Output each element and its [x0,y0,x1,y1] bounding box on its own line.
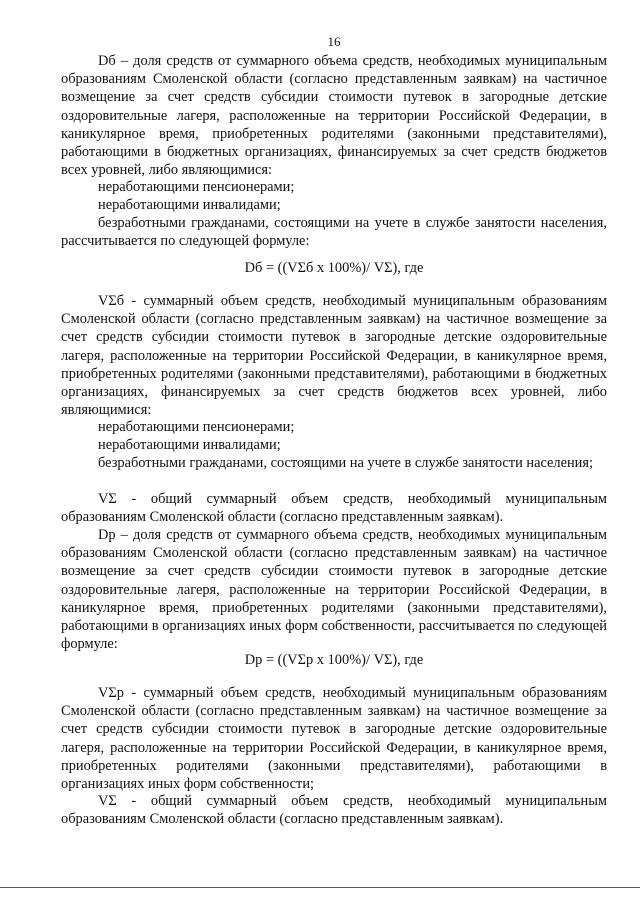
paragraph-vs-definition: VΣ - общий суммарный объем средств, необходимый муниципальным образованиям Смоленской области (согласно представленным заявкам). [61,491,607,526]
formula-db: Dб = ((VΣб x 100%)/ VΣ), где [244,260,424,276]
list-item-disabled-2: неработающими инвалидами; [98,437,281,453]
paragraph-unemployed-2: безработными гражданами, состоящими на учете в службе занятости населения; [98,455,594,471]
list-item-pensioners-2: неработающими пенсионерами; [98,419,295,435]
list-item-disabled: неработающими инвалидами; [98,197,281,213]
paragraph-vsb-definition: VΣб - суммарный объем средств, необходимый муниципальным образованиям Смоленской области (согласно представленным заявкам) на частичное возмещение за счет средств субсидии стоимости путевок в загородные детские оздоровительные лагеря, расположенные на территории Российской Федерации, в каникулярное время, приобретенных родителями (законными представителями), работающими в бюджетных организациях, финансируемых за счет средств бюджетов всех уровней, либо являющимися: [61,293,607,419]
list-item-pensioners: неработающими пенсионерами; [98,179,295,195]
paragraph-vs-definition-2: VΣ - общий суммарный объем средств, необходимый муниципальным образованиям Смоленской области (согласно представленным заявкам). [61,793,607,828]
paragraph-unemployed: безработными гражданами, состоящими на учете в службе занятости населения, рассчитывается по следующей формуле: [61,215,607,250]
paragraph-vsr-definition: VΣр - суммарный объем средств, необходимый муниципальным образованиям Смоленской области (согласно представленным заявкам) на частичное возмещение за счет средств субсидии стоимости путевок в загородные детские оздоровительные лагеря, расположенные на территории Российской Федерации, в каникулярное время, приобретенных родителями (законными представителями), работающими в организациях иных форм собственности; [61,685,607,793]
scan-edge-line [0,887,640,888]
paragraph-dr-definition: Dр – доля средств от суммарного объема средств, необходимых муниципальным образованиям Смоленской области (согласно представленным заявкам) на частичное возмещение за счет средств субсидии стоимости путевок в загородные детские оздоровительные лагеря, расположенные на территории Российской Федерации, в каникулярное время, приобретенных родителями (законными представителями), работающими в организациях иных форм собственности, рассчитывается по следующей формуле: [61,527,607,653]
formula-dr: Dр = ((VΣр x 100%)/ VΣ), где [244,652,424,668]
paragraph-db-definition: Dб – доля средств от суммарного объема средств, необходимых муниципальным образованиям Смоленской области (согласно представленным заявкам) на частичное возмещение за счет средств субсидии стоимости путевок в загородные детские оздоровительные лагеря, расположенные на территории Российской Федерации, в каникулярное время, приобретенных родителями (законными представителями), работающими в бюджетных организациях, финансируемых за счет средств бюджетов всех уровней, либо являющимися: [61,53,607,179]
page-number: 16 [327,34,341,49]
